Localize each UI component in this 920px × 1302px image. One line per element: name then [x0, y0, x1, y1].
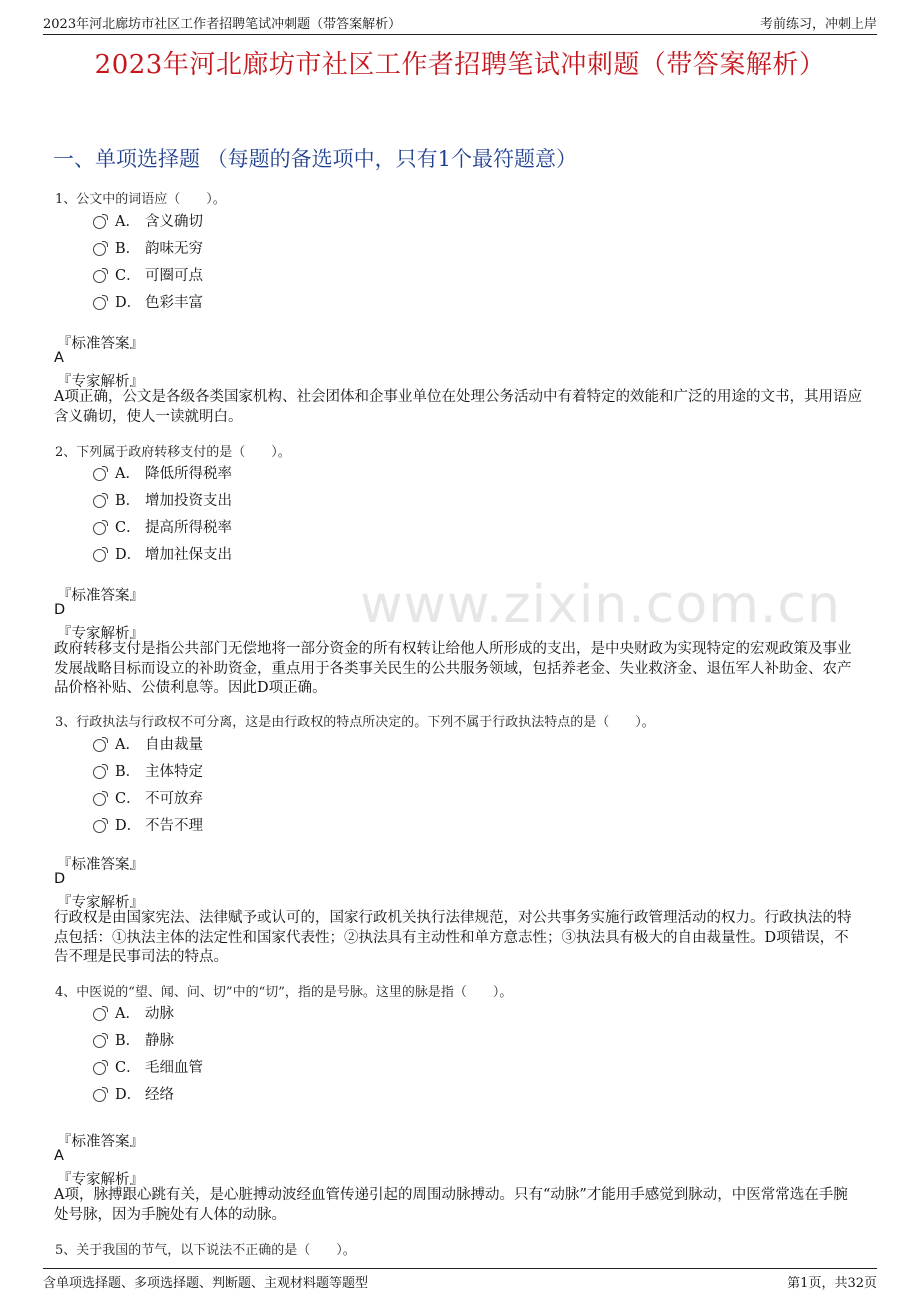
option-letter: A．: [115, 214, 140, 230]
option-text: 主体特定: [145, 764, 203, 780]
page-header: [43, 10, 877, 35]
option-2c[interactable]: [93, 516, 232, 537]
analysis-text: A项正确，公文是各级各类国家机构、社会团体和企事业单位在处理公务活动中有着特定的效能和广泛的用途的文书，其用语应含义确切，使人一读就明白。: [54, 389, 862, 425]
option-letter: D．: [115, 1087, 142, 1103]
radio-icon[interactable]: [93, 243, 106, 256]
option-4d[interactable]: [93, 1083, 174, 1104]
section-heading: 一、单项选择题 （每题的备选项中，只有1个最符题意）: [53, 147, 578, 171]
option-text: 毛细血管: [145, 1060, 203, 1076]
question-3-text: 3、行政执法与行政权不可分离，这是由行政权的特点所决定的。下列不属于行政执法特点的是（ ）。: [55, 715, 655, 730]
option-letter: C．: [115, 1060, 141, 1076]
radio-icon[interactable]: [93, 820, 106, 833]
analysis-label: 『专家解析』: [57, 895, 144, 911]
option-letter: A．: [115, 466, 140, 482]
option-2b[interactable]: [93, 489, 232, 510]
option-text: 经络: [145, 1087, 174, 1103]
option-1a[interactable]: [93, 210, 203, 231]
option-text: 不告不理: [145, 818, 203, 834]
analysis-label: 『专家解析』: [57, 626, 144, 642]
watermark: www.zixin.com.cn: [360, 575, 841, 635]
option-1c[interactable]: [93, 264, 203, 285]
option-letter: B．: [115, 1033, 141, 1049]
option-letter: A．: [115, 1006, 140, 1022]
option-letter: B．: [115, 493, 141, 509]
option-text: 色彩丰富: [145, 295, 203, 311]
option-letter: C．: [115, 268, 141, 284]
footer-left: 含单项选择题、多项选择题、判断题、主观材料题等题型: [43, 1276, 369, 1291]
option-text: 可圈可点: [145, 268, 203, 284]
option-text: 增加社保支出: [145, 547, 232, 563]
page-footer: [43, 1268, 877, 1291]
answer-value: D: [54, 602, 66, 618]
answer-value: D: [54, 871, 66, 887]
analysis-label: 『专家解析』: [57, 374, 144, 390]
option-letter: D．: [115, 295, 142, 311]
radio-icon[interactable]: [93, 216, 106, 229]
option-4c[interactable]: [93, 1056, 203, 1077]
radio-icon[interactable]: [93, 1035, 106, 1048]
radio-icon[interactable]: [93, 522, 106, 535]
option-text: 增加投资支出: [145, 493, 232, 509]
option-2a[interactable]: [93, 462, 232, 483]
radio-icon[interactable]: [93, 495, 106, 508]
radio-icon[interactable]: [93, 766, 106, 779]
option-letter: B．: [115, 241, 141, 257]
header-left: 2023年河北廊坊市社区工作者招聘笔试冲刺题（带答案解析）: [43, 17, 402, 32]
radio-icon[interactable]: [93, 1008, 106, 1021]
radio-icon[interactable]: [93, 468, 106, 481]
option-text: 动脉: [145, 1006, 174, 1022]
analysis-text: 政府转移支付是指公共部门无偿地将一部分资金的所有权转让给他人所形成的支出，是中央财政为实现特定的宏观政策及事业发展战略目标而设立的补助资金，重点用于各类事关民生的公共服务领域，包括养老金、失业救济金、退伍军人补助金、农产品价格补贴、公债利息等。因此D项正确。: [54, 641, 852, 696]
option-1b[interactable]: [93, 237, 203, 258]
option-letter: D．: [115, 547, 142, 563]
option-letter: D．: [115, 818, 142, 834]
option-text: 提高所得税率: [145, 520, 232, 536]
option-4a[interactable]: [93, 1002, 174, 1023]
answer-label: 『标准答案』: [57, 857, 144, 873]
option-text: 降低所得税率: [145, 466, 232, 482]
answer-value: A: [54, 350, 64, 366]
option-text: 含义确切: [145, 214, 203, 230]
question-4-text: 4、中医说的“望、闻、问、切”中的“切”，指的是号脉。这里的脉是指（ ）。: [55, 985, 513, 1000]
option-4b[interactable]: [93, 1029, 174, 1050]
radio-icon[interactable]: [93, 739, 106, 752]
answer-label: 『标准答案』: [57, 588, 144, 604]
option-2d[interactable]: [93, 543, 232, 564]
answer-value: A: [54, 1148, 64, 1164]
question-2-text: 2、下列属于政府转移支付的是（ ）。: [55, 445, 291, 460]
option-letter: B．: [115, 764, 141, 780]
analysis-label: 『专家解析』: [57, 1172, 144, 1188]
radio-icon[interactable]: [93, 1089, 106, 1102]
option-letter: C．: [115, 520, 141, 536]
answer-label: 『标准答案』: [57, 1134, 144, 1150]
option-3b[interactable]: [93, 760, 203, 781]
option-text: 不可放弃: [145, 791, 203, 807]
radio-icon[interactable]: [93, 270, 106, 283]
radio-icon[interactable]: [93, 793, 106, 806]
question-5-text: 5、关于我国的节气，以下说法不正确的是（ ）。: [55, 1243, 356, 1258]
option-1d[interactable]: [93, 291, 203, 312]
radio-icon[interactable]: [93, 549, 106, 562]
page-number: 第1页，共32页: [787, 1276, 877, 1291]
header-right: 考前练习，冲刺上岸: [759, 17, 877, 32]
option-letter: C．: [115, 791, 141, 807]
question-1-text: 1、公文中的词语应（ ）。: [55, 192, 226, 207]
option-3c[interactable]: [93, 787, 203, 808]
radio-icon[interactable]: [93, 297, 106, 310]
answer-label: 『标准答案』: [57, 336, 144, 352]
page-title: 2023年河北廊坊市社区工作者招聘笔试冲刺题（带答案解析）: [94, 50, 826, 80]
option-3a[interactable]: [93, 733, 203, 754]
analysis-text: A项，脉搏跟心跳有关，是心脏搏动波经血管传递引起的周围动脉搏动。只有“动脉”才能用手感觉到脉动，中医常常选在手腕处号脉，因为手腕处有人体的动脉。: [54, 1187, 848, 1223]
analysis-text: 行政权是由国家宪法、法律赋予或认可的，国家行政机关执行法律规范，对公共事务实施行政管理活动的权力。行政执法的特点包括：①执法主体的法定性和国家代表性；②执法具有主动性和单方意志性；③执法具有极大的自由裁量性。D项错误，不告不理是民事司法的特点。: [54, 910, 852, 965]
option-text: 自由裁量: [145, 737, 203, 753]
option-letter: A．: [115, 737, 140, 753]
option-text: 韵味无穷: [145, 241, 203, 257]
option-text: 静脉: [145, 1033, 174, 1049]
radio-icon[interactable]: [93, 1062, 106, 1075]
option-3d[interactable]: [93, 814, 203, 835]
